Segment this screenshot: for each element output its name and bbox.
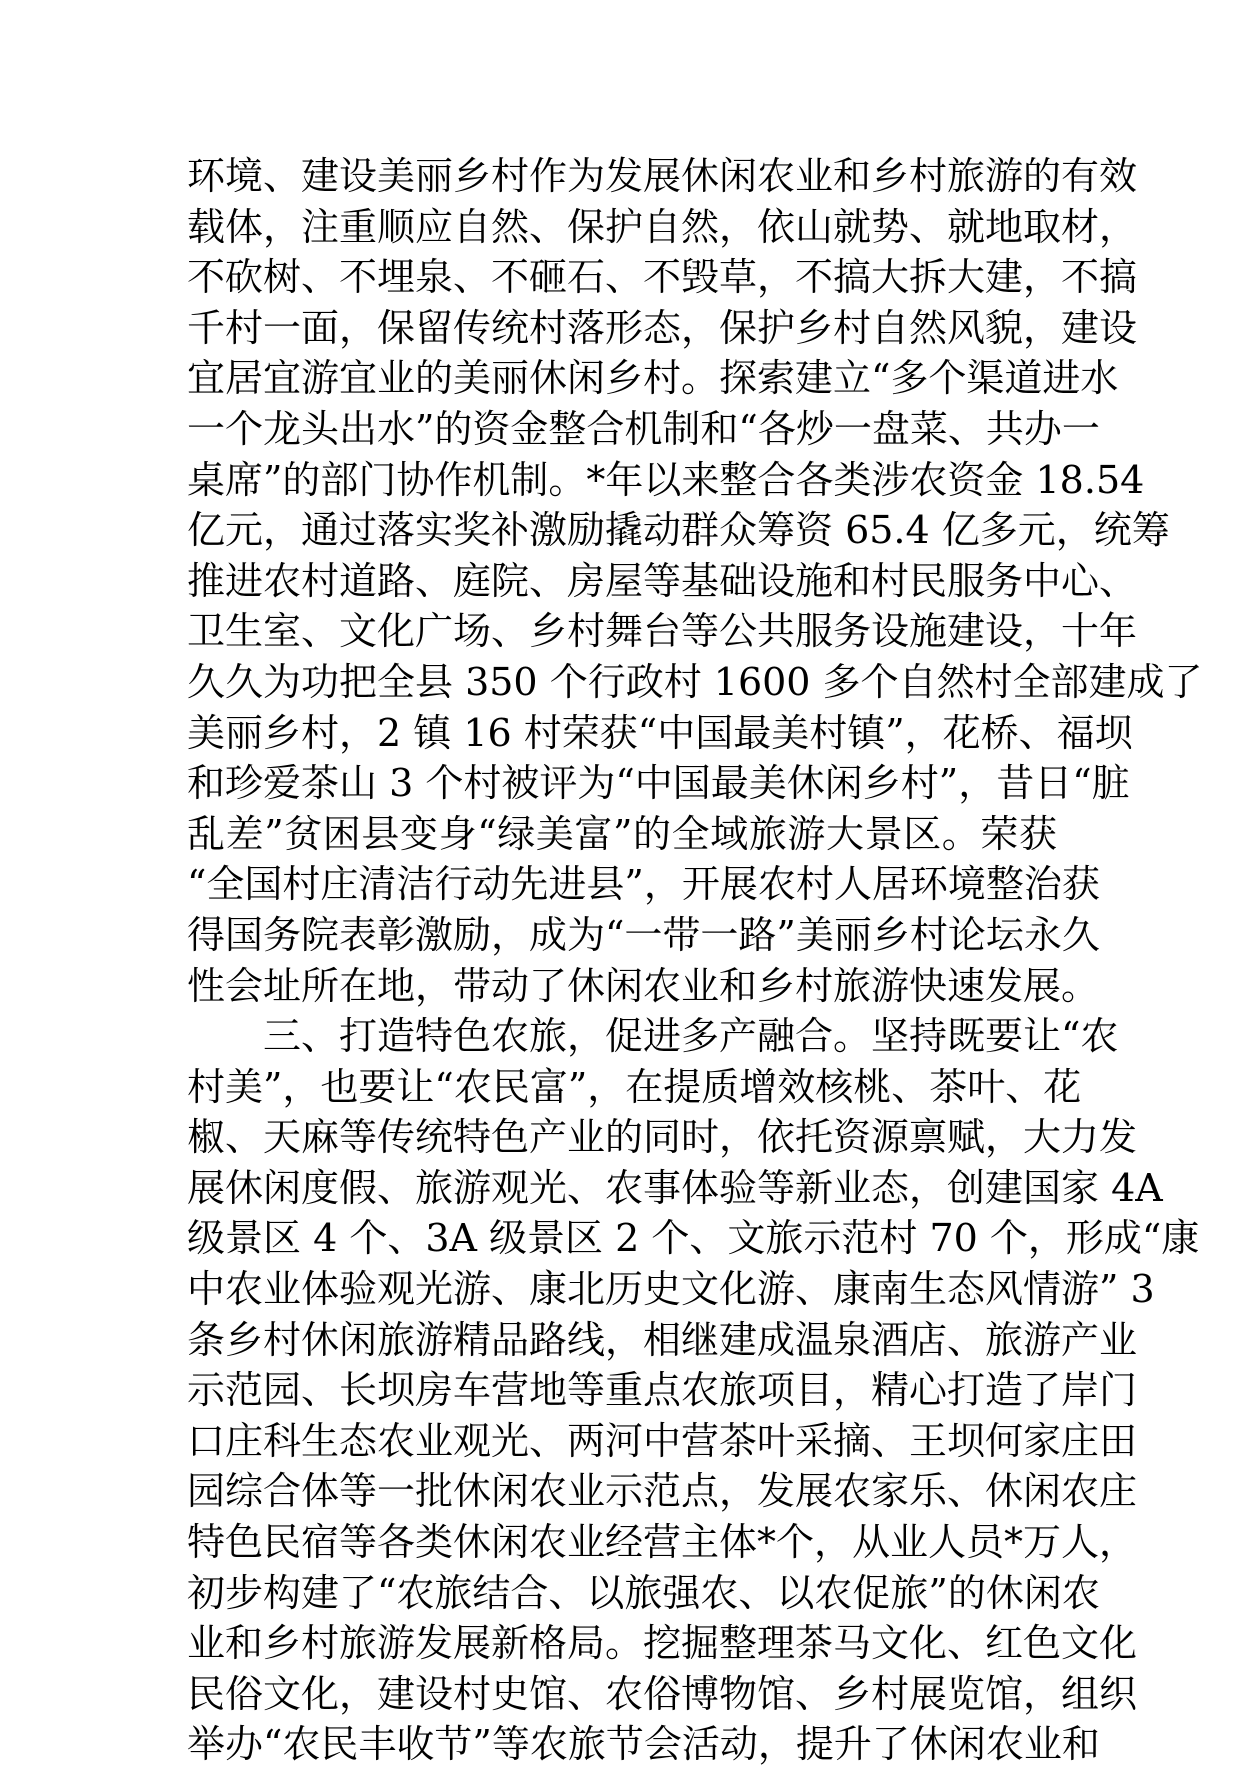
text-line: 级景区 4 个、3A 级景区 2 个、文旅示范村 70 个，形成“康 bbox=[187, 1216, 1200, 1261]
text-line: 条乡村休闲旅游精品路线，相继建成温泉酒店、旅游产业 bbox=[187, 1317, 1138, 1362]
text-line: 推进农村道路、庭院、房屋等基础设施和村民服务中心、 bbox=[187, 558, 1138, 603]
text-line: 环境、建设美丽乡村作为发展休闲农业和乡村旅游的有效 bbox=[187, 154, 1138, 198]
text-line: 中农业体验观光游、康北历史文化游、康南生态风情游” 3 bbox=[187, 1267, 1155, 1312]
paragraph-end-line: 性会址所在地，带动了休闲农业和乡村旅游快速发展。 bbox=[187, 963, 1100, 1008]
text-line: 民俗文化，建设村史馆、农俗博物馆、乡村展览馆，组织 bbox=[187, 1671, 1138, 1716]
text-line: 业和乡村旅游发展新格局。挖掘整理茶马文化、红色文化 bbox=[187, 1621, 1138, 1666]
text-line: 举办“农民丰收节”等农旅节会活动，提升了休闲农业和 bbox=[187, 1722, 1100, 1767]
text-line: 不砍树、不埋泉、不砸石、不毁草，不搞大拆大建，不搞 bbox=[187, 255, 1138, 300]
body-text bbox=[187, 151, 1203, 1770]
text-line: 特色民宿等各类休闲农业经营主体*个，从业人员*万人， bbox=[187, 1520, 1138, 1565]
text-line: 卫生室、文化广场、乡村舞台等公共服务设施建设，十年 bbox=[187, 609, 1138, 654]
text-line: 初步构建了“农旅结合、以旅强农、以农促旅”的休闲农 bbox=[187, 1570, 1100, 1615]
text-line: 和珍爱茶山 3 个村被评为“中国最美休闲乡村”，昔日“脏 bbox=[187, 761, 1130, 806]
text-line: “全国村庄清洁行动先进县”，开展农村人居环境整治获 bbox=[187, 862, 1100, 907]
text-line: 展休闲度假、旅游观光、农事体验等新业态，创建国家 4A bbox=[187, 1165, 1163, 1210]
section-heading-line: 三、打造特色农旅，促进多产融合。坚持既要让“农 bbox=[187, 1014, 1119, 1059]
text-line: 椒、天麻等传统特色产业的同时，依托资源禀赋，大力发 bbox=[187, 1115, 1138, 1160]
text-line: 久久为功把全县 350 个行政村 1600 多个自然村全部建成了 bbox=[187, 659, 1203, 704]
text-line: 一个龙头出水”的资金整合机制和“各炒一盘菜、共办一 bbox=[187, 406, 1100, 451]
text-line: 宜居宜游宜业的美丽休闲乡村。探索建立“多个渠道进水 bbox=[187, 356, 1119, 401]
text-line: 亿元，通过落实奖补激励撬动群众筹资 65.4 亿多元，统筹 bbox=[187, 508, 1170, 553]
text-line: 千村一面，保留传统村落形态，保护乡村自然风貌，建设 bbox=[187, 305, 1138, 350]
text-line: 口庄科生态农业观光、两河中营茶叶采摘、王坝何家庄田 bbox=[187, 1418, 1138, 1463]
text-line: 美丽乡村，2 镇 16 村荣获“中国最美村镇”，花桥、福坝 bbox=[187, 710, 1133, 755]
text-line: 桌席”的部门协作机制。*年以来整合各类涉农资金 18.54 bbox=[187, 457, 1145, 502]
text-line: 园综合体等一批休闲农业示范点，发展农家乐、休闲农庄 bbox=[187, 1469, 1138, 1514]
text-line: 载体，注重顺应自然、保护自然，依山就势、就地取材， bbox=[187, 204, 1138, 249]
text-line: 村美”，也要让“农民富”，在提质增效核桃、茶叶、花 bbox=[187, 1064, 1082, 1109]
text-line: 示范园、长坝房车营地等重点农旅项目，精心打造了岸门 bbox=[187, 1368, 1138, 1413]
text-line: 得国务院表彰激励，成为“一带一路”美丽乡村论坛永久 bbox=[187, 912, 1100, 957]
text-line: 乱差”贫困县变身“绿美富”的全域旅游大景区。荣获 bbox=[187, 811, 1057, 856]
